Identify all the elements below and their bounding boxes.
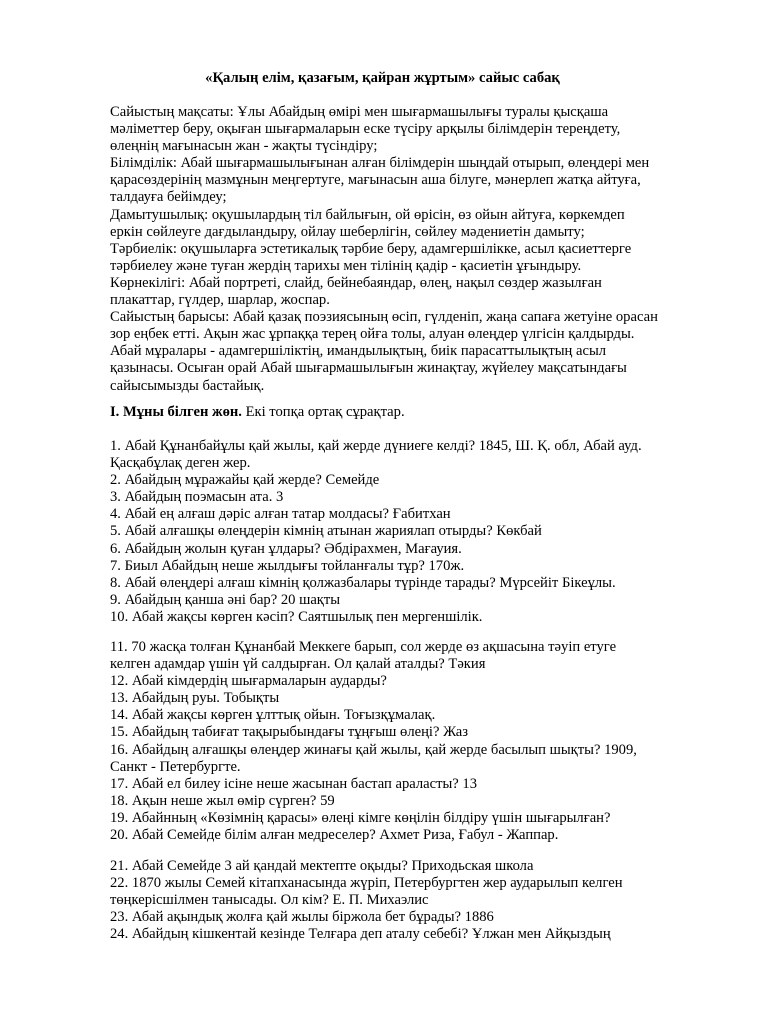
- list-item: 10. Абай жақсы көрген кәсіп? Саятшылық пен мергеншілік.: [110, 608, 483, 625]
- list-item: 4. Абай ең алғаш дәріс алған татар молдасы? Ғабитхан: [110, 506, 451, 523]
- list-item: 6. Абайдың жолын қуған ұлдары? Әбдірахмен, Мағауия.: [110, 540, 462, 557]
- list-item: 9. Абайдың қанша әні бар? 20 шақты: [110, 591, 341, 608]
- list-item: 3. Абайдың поэмасын ата. 3: [110, 489, 284, 506]
- list-item: 5. Абай алғашқы өлеңдерін кімнің атынан жариялап отырды? Көкбай: [110, 523, 542, 540]
- question-list-2: [110, 639, 658, 844]
- list-item: 16. Абайдың алғашқы өлеңдер жинағы қай жылы, қай жерде басылып шықты? 1909, Санкт - Петербургте.: [110, 741, 637, 775]
- list-item: 18. Ақын неше жыл өмір сүрген? 59: [110, 792, 335, 809]
- list-item: 20. Абай Семейде білім алған медреселер? Ахмет Риза, Ғабул - Жаппар.: [110, 827, 559, 844]
- list-item: 13. Абайдың руы. Тобықты: [110, 690, 280, 707]
- intro-upbringing: Тәрбиелік: оқушыларға эстетикалық тәрбие беру, адамгершілікке, асыл қасиеттерге тәрбиелеу және туған жердің тарихы мен тілінің қадір - қасиетін ұғындыру.: [110, 240, 632, 274]
- question-list-1: [110, 438, 658, 626]
- list-item: 12. Абай кімдердің шығармаларын аударды?: [110, 673, 387, 690]
- list-item: 14. Абай жақсы көрген ұлттық ойын. Тоғызқұмалақ.: [110, 707, 436, 724]
- list-item: 8. Абай өлеңдері алғаш кімнің қолжазбалары түрінде тарады? Мүрсейіт Бікеұлы.: [110, 574, 616, 591]
- list-item: 23. Абай ақындық жолға қай жылы біржола бет бұрады? 1886: [110, 909, 494, 926]
- list-item: 22. 1870 жылы Семей кітапханасында жүріп, Петербургтен жер аударылып келген төңкерісшілмен танысады. Ол кім? Е. П. Михаэлис: [110, 875, 623, 909]
- intro-educational: Білімділік: Абай шығармашылығынан алған білімдерін шыңдай отырып, өлеңдері мен қарасөздерінің мазмұнын меңгертуге, мағынасын аша білуге, мәнерлеп жатқа айтуға, талдауға бейімдеу;: [110, 155, 650, 206]
- intro-visual-aids: Көрнекілігі: Абай портреті, слайд, бейнебаяндар, өлең, нақыл сөздер жазылған плакаттар, гүлдер, шарлар, жоспар.: [110, 274, 602, 309]
- question-list-3: [110, 858, 658, 943]
- list-item: 19. Абайнның «Көзімнің қарасы» өлеңі кімге көңілін білдіру үшін шығарылған?: [110, 809, 611, 826]
- section-heading: [110, 404, 658, 421]
- intro-purpose: Сайыстың мақсаты: Ұлы Абайдың өмірі мен шығармашылығы туралы қысқаша мәліметтер беру, оқыған шығармаларын еске түсіру арқылы білімдерін тереңдету, өлеңнің мағынасын жан - жақты түсіндіру;: [110, 104, 621, 155]
- list-item: 21. Абай Семейде 3 ай қандай мектепте оқыды? Приходьская школа: [110, 858, 534, 874]
- list-item: 7. Биыл Абайдың неше жылдығы тойланғалы тұр? 170ж.: [110, 557, 465, 574]
- section-heading-bold: I. Мұны білген жөн.: [110, 404, 242, 420]
- intro-procedure: Сайыстың барысы: Абай қазақ поэзиясының өсіп, гүлденіп, жаңа сапаға жетуіне орасан зор еңбек етті. Ақын жас ұрпаққа терең ойға толы, алуан өлеңдер үлгісін қалдырды. Абай мұралары - адамгершіліктің, имандылықтың, биік парасаттылықтың асыл қазынасы. Осыған орай Абай шығармашылығын жинақтау, жүйелеу мақсатындағы сайысымызды бастайық.: [110, 309, 658, 394]
- intro-developmental: Дамытушылық: оқушылардың тіл байлығын, ой өрісін, өз ойын айтуға, көркемдеп еркін сөйлеуге дағдыландыру, ойлау шеберлігін, сөйлеу мәдениетін дамыту;: [110, 206, 625, 240]
- page-title: «Қалың елім, қазағым, қайран жұртым» сайыс сабақ: [205, 70, 560, 86]
- section-heading-rest: Екі топқа ортақ сұрақтар.: [241, 404, 405, 420]
- list-item: 17. Абай ел билеу ісіне неше жасынан бастап араласты? 13: [110, 775, 477, 792]
- list-item: 11. 70 жасқа толған Құнанбай Меккеге барып, сол жерде өз ақшасына тәуіп етуге келген адамдар үшін үй салдырған. Ол қалай аталды? Тәкия: [110, 639, 617, 673]
- intro-section: [110, 104, 658, 395]
- list-item: 2. Абайдың мұражайы қай жерде? Семейде: [110, 472, 380, 489]
- list-item: 24. Абайдың кішкентай кезінде Телғара деп аталу себебі? Ұлжан мен Айқыздың: [110, 926, 611, 943]
- list-item: 1. Абай Құнанбайұлы қай жылы, қай жерде дүниеге келді? 1845, Ш. Қ. обл, Абай ауд. Қасқабұлақ деген жер.: [110, 438, 642, 472]
- list-item: 15. Абайдың табиғат тақырыбындағы тұңғыш өлеңі? Жаз: [110, 724, 469, 741]
